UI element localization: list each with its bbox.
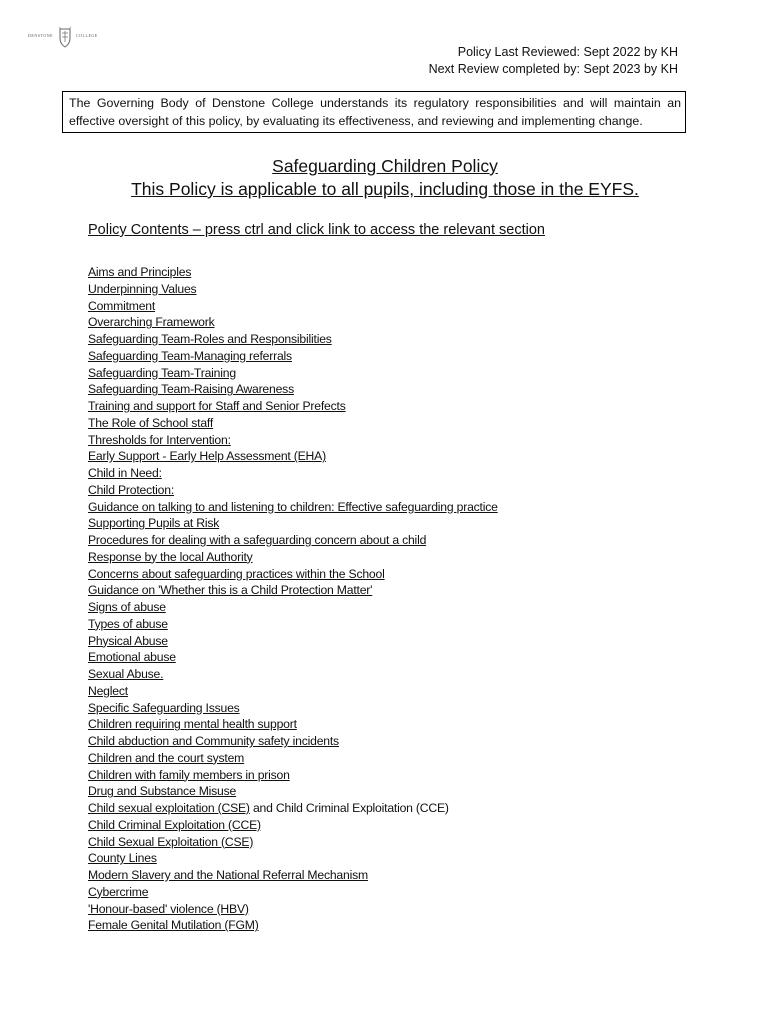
toc-item (88, 432, 498, 449)
toc-link[interactable]: Guidance on talking to and listening to children: Effective safeguarding practice (88, 499, 498, 514)
governance-statement-box: The Governing Body of Denstone College understands its regulatory responsibilities and will maintain an effective oversight of this policy, by evaluating its effectiveness, and reviewing and implementing change. (62, 91, 686, 133)
toc-item (88, 582, 498, 599)
crest-icon (58, 26, 72, 48)
toc-item (88, 616, 498, 633)
toc-item (88, 398, 498, 415)
toc-link[interactable]: Child sexual exploitation (CSE) (88, 801, 250, 815)
toc-link[interactable]: Physical Abuse (88, 633, 168, 648)
toc-item (88, 314, 498, 331)
toc-link[interactable]: Child abduction and Community safety incidents (88, 734, 339, 748)
toc-link[interactable]: 'Honour-based' violence (HBV) (88, 901, 249, 916)
toc-item (88, 767, 498, 784)
toc-link[interactable]: Sexual Abuse. (88, 667, 164, 681)
toc-item (88, 448, 498, 465)
toc-link[interactable]: Emotional abuse (88, 650, 176, 665)
toc-item (88, 331, 498, 348)
toc-item (88, 365, 498, 382)
toc-item (88, 381, 498, 398)
toc-link[interactable]: Thresholds for Intervention: (88, 432, 231, 447)
next-review: Next Review completed by: Sept 2023 by KH (428, 62, 678, 76)
toc-item (88, 700, 498, 717)
policy-subtitle: This Policy is applicable to all pupils, including those in the EYFS. (131, 179, 639, 199)
toc-item (88, 917, 498, 934)
toc-item (88, 465, 498, 482)
toc-link[interactable]: Commitment (88, 298, 156, 313)
toc-link[interactable]: Response by the local Authority (88, 549, 253, 564)
toc-link[interactable]: Aims and Principles (88, 265, 192, 279)
toc-item (88, 817, 498, 834)
toc-item (88, 716, 498, 733)
toc-item (88, 850, 498, 867)
toc-item (88, 783, 498, 800)
toc-link[interactable]: Early Support - Early Help Assessment (EHA) (88, 449, 326, 464)
toc-item (88, 733, 498, 750)
toc-link[interactable]: Underpinning Values (88, 281, 197, 296)
toc-link[interactable]: Child Protection: (88, 482, 175, 497)
toc-item (88, 666, 498, 683)
toc-link[interactable]: Concerns about safeguarding practices within the School (88, 566, 385, 581)
policy-title: Safeguarding Children Policy (272, 156, 498, 176)
toc-link[interactable]: Neglect (88, 683, 128, 698)
toc-item (88, 532, 498, 549)
toc-item (88, 750, 498, 767)
toc-link[interactable]: Child Criminal Exploitation (CCE) (88, 817, 261, 832)
toc-link[interactable]: Cybercrime (88, 884, 149, 899)
contents-heading: Policy Contents – press ctrl and click link to access the relevant section (88, 222, 545, 238)
toc-link[interactable]: Children requiring mental health support (88, 717, 297, 732)
toc-link[interactable]: Types of abuse (88, 616, 168, 631)
toc-link[interactable]: Child in Need: (88, 466, 162, 480)
toc-link[interactable]: Supporting Pupils at Risk (88, 516, 220, 531)
toc-item (88, 683, 498, 700)
logo-left-text: DENSTONE (28, 33, 54, 38)
toc-link[interactable]: Specific Safeguarding Issues (88, 700, 240, 715)
toc-link[interactable]: Safeguarding Team-Raising Awareness (88, 382, 294, 397)
toc-item (88, 298, 498, 315)
toc-item-suffix: and Child Criminal Exploitation (CCE) (249, 801, 449, 815)
toc-item (88, 901, 498, 918)
toc-link[interactable]: Guidance on 'Whether this is a Child Protection Matter' (88, 583, 373, 598)
toc-link[interactable]: Child Sexual Exploitation (CSE) (88, 834, 254, 849)
toc-item (88, 867, 498, 884)
toc-item (88, 348, 498, 365)
college-logo (28, 26, 102, 48)
toc-item (88, 482, 498, 499)
toc-link[interactable]: Children with family members in prison (88, 767, 290, 782)
toc-link[interactable]: Drug and Substance Misuse (88, 784, 237, 799)
toc-link[interactable]: Procedures for dealing with a safeguarding concern about a child (88, 533, 427, 547)
toc-link[interactable]: Overarching Framework (88, 315, 215, 330)
toc-link[interactable]: Female Genital Mutilation (FGM) (88, 918, 259, 933)
toc-link[interactable]: Modern Slavery and the National Referral Mechanism (88, 868, 368, 882)
review-info (429, 44, 678, 78)
toc-item (88, 415, 498, 432)
toc-link[interactable]: Safeguarding Team-Managing referrals (88, 348, 292, 363)
toc-item (88, 566, 498, 583)
toc-item (88, 281, 498, 298)
toc-item (88, 884, 498, 901)
toc-item (88, 834, 498, 851)
toc-link[interactable]: Training and support for Staff and Senior Prefects (88, 399, 346, 413)
toc-link[interactable]: County Lines (88, 851, 157, 866)
toc-link[interactable]: Safeguarding Team-Training (88, 365, 236, 380)
toc-link[interactable]: The Role of School staff (88, 415, 214, 430)
toc-item (88, 800, 498, 817)
toc-link[interactable]: Children and the court system (88, 750, 245, 765)
logo-right-text: COLLEGE (76, 33, 98, 38)
table-of-contents (88, 264, 498, 934)
toc-link[interactable]: Signs of abuse (88, 600, 166, 614)
toc-item (88, 499, 498, 516)
last-reviewed: Policy Last Reviewed: Sept 2022 by KH (457, 45, 678, 59)
toc-item (88, 599, 498, 616)
toc-item (88, 549, 498, 566)
toc-item (88, 633, 498, 650)
toc-item (88, 649, 498, 666)
toc-item (88, 515, 498, 532)
toc-item (88, 264, 498, 281)
toc-link[interactable]: Safeguarding Team-Roles and Responsibilities (88, 332, 332, 346)
